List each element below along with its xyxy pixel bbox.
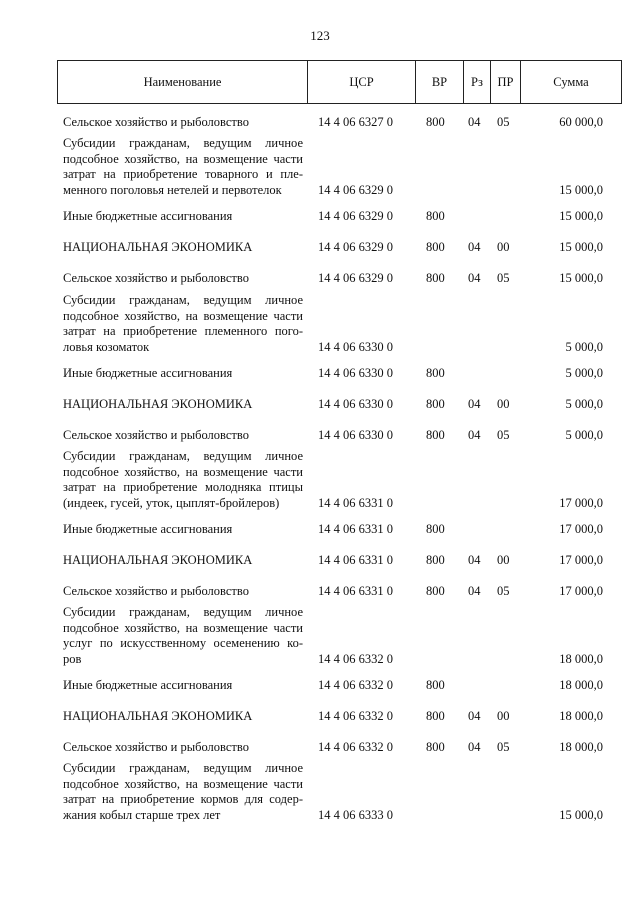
row-csr: 14 4 06 6332 0: [318, 651, 393, 666]
row-sum: 18 000,0: [559, 709, 603, 723]
row-vr: 800: [426, 678, 445, 692]
row-vr: 800: [426, 553, 445, 567]
row-name: Сельское хозяйство и рыболовство: [63, 740, 249, 754]
row-pr: 05: [497, 271, 510, 285]
row-csr: 14 4 06 6330 0: [318, 428, 393, 442]
row-pr: 05: [497, 115, 510, 129]
row-pr: 05: [497, 584, 510, 598]
row-rz: 04: [468, 271, 481, 285]
row-name: Субсидии гражданам, ведущим личное подсобное хозяйство, на возмещение части затрат на приобретение молодняка птицы (индеек, гусей, уток, цыплят-бройлеров): [63, 449, 303, 510]
row-csr: 14 4 06 6329 0: [318, 240, 393, 254]
row-csr: 14 4 06 6332 0: [318, 740, 393, 754]
row-sum: 5 000,0: [565, 339, 603, 354]
row-vr: 800: [426, 397, 445, 411]
row-csr: 14 4 06 6329 0: [318, 209, 393, 223]
row-sum: 15 000,0: [559, 209, 603, 223]
row-pr: 00: [497, 553, 510, 567]
row-name: Сельское хозяйство и рыболовство: [63, 584, 249, 598]
row-pr: 00: [497, 240, 510, 254]
row-name: Субсидии гражданам, ведущим личное подсобное хозяйство, на возмещение части затрат на приобретение племенного пого-ловья козоматок: [63, 293, 303, 354]
row-pr: 00: [497, 397, 510, 411]
row-pr: 00: [497, 709, 510, 723]
row-name: Сельское хозяйство и рыболовство: [63, 271, 249, 285]
row-csr: 14 4 06 6332 0: [318, 709, 393, 723]
header-name: Наименование: [58, 61, 308, 103]
row-vr: 800: [426, 115, 445, 129]
row-csr: 14 4 06 6327 0: [318, 115, 393, 129]
row-name: Субсидии гражданам, ведущим личное подсобное хозяйство, на возмещение части затрат на приобретение кормов для содер-жания кобыл старше трех лет: [63, 761, 303, 822]
row-vr: 800: [426, 584, 445, 598]
row-name: Сельское хозяйство и рыболовство: [63, 115, 249, 129]
row-vr: 800: [426, 428, 445, 442]
row-rz: 04: [468, 428, 481, 442]
row-csr: 14 4 06 6330 0: [318, 339, 393, 354]
row-vr: 800: [426, 366, 445, 380]
header-vr: ВР: [416, 61, 464, 103]
row-vr: 800: [426, 522, 445, 536]
header-rz: Рз: [464, 61, 491, 103]
row-csr: 14 4 06 6329 0: [318, 271, 393, 285]
row-rz: 04: [468, 240, 481, 254]
row-sum: 18 000,0: [559, 740, 603, 754]
row-name: Субсидии гражданам, ведущим личное подсобное хозяйство, на возмещение части затрат на приобретение товарного и пле-менного поголовья нетелей и первотелок: [63, 136, 303, 197]
row-name: НАЦИОНАЛЬНАЯ ЭКОНОМИКА: [63, 397, 253, 411]
row-vr: 800: [426, 240, 445, 254]
row-csr: 14 4 06 6329 0: [318, 182, 393, 197]
row-name: НАЦИОНАЛЬНАЯ ЭКОНОМИКА: [63, 240, 253, 254]
header-sum: Сумма: [553, 75, 589, 89]
row-rz: 04: [468, 115, 481, 129]
row-sum: 15 000,0: [559, 271, 603, 285]
row-sum: 15 000,0: [559, 807, 603, 822]
row-name: Иные бюджетные ассигнования: [63, 522, 233, 536]
row-rz: 04: [468, 740, 481, 754]
row-csr: 14 4 06 6331 0: [318, 553, 393, 567]
row-csr: 14 4 06 6331 0: [318, 495, 393, 510]
row-vr: 800: [426, 740, 445, 754]
row-sum: 17 000,0: [559, 495, 603, 510]
row-pr: 05: [497, 740, 510, 754]
row-vr: 800: [426, 709, 445, 723]
row-sum: 5 000,0: [565, 366, 603, 380]
row-sum: 5 000,0: [565, 428, 603, 442]
row-name: НАЦИОНАЛЬНАЯ ЭКОНОМИКА: [63, 553, 253, 567]
row-sum: 60 000,0: [559, 115, 603, 129]
row-name: Субсидии гражданам, ведущим личное подсобное хозяйство, на возмещение части услуг по искусственному осеменению ко-ров: [63, 605, 303, 666]
row-csr: 14 4 06 6333 0: [318, 807, 393, 822]
header-csr: ЦСР: [308, 61, 416, 103]
row-csr: 14 4 06 6332 0: [318, 678, 393, 692]
row-rz: 04: [468, 584, 481, 598]
row-csr: 14 4 06 6330 0: [318, 366, 393, 380]
row-name: НАЦИОНАЛЬНАЯ ЭКОНОМИКА: [63, 709, 253, 723]
row-sum: 17 000,0: [559, 522, 603, 536]
row-name: Иные бюджетные ассигнования: [63, 678, 233, 692]
row-rz: 04: [468, 397, 481, 411]
row-name: Сельское хозяйство и рыболовство: [63, 428, 249, 442]
row-vr: 800: [426, 271, 445, 285]
row-sum: 5 000,0: [565, 397, 603, 411]
row-pr: 05: [497, 428, 510, 442]
table-header: [57, 60, 622, 104]
row-rz: 04: [468, 553, 481, 567]
row-name: Иные бюджетные ассигнования: [63, 209, 233, 223]
row-csr: 14 4 06 6330 0: [318, 397, 393, 411]
row-csr: 14 4 06 6331 0: [318, 522, 393, 536]
header-pr: ПР: [491, 61, 521, 103]
page-number: 123: [310, 28, 330, 43]
row-sum: 17 000,0: [559, 584, 603, 598]
row-name: Иные бюджетные ассигнования: [63, 366, 233, 380]
row-vr: 800: [426, 209, 445, 223]
row-csr: 14 4 06 6331 0: [318, 584, 393, 598]
row-rz: 04: [468, 709, 481, 723]
row-sum: 18 000,0: [559, 651, 603, 666]
row-sum: 18 000,0: [559, 678, 603, 692]
row-sum: 17 000,0: [559, 553, 603, 567]
row-sum: 15 000,0: [559, 240, 603, 254]
row-sum: 15 000,0: [559, 182, 603, 197]
